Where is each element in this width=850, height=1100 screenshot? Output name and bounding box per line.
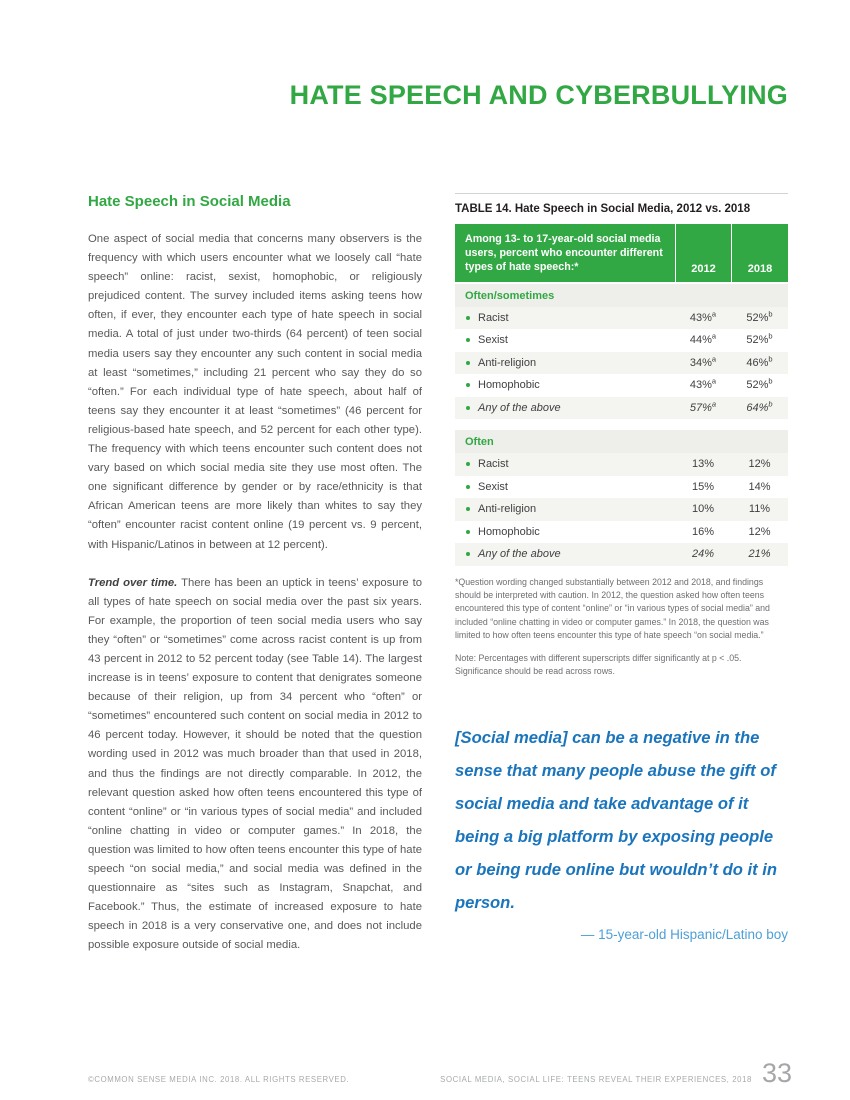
paragraph-1: One aspect of social media that concerns many observers is the frequency with which users encounter what we loosely call “hate speech” online: racist, sexist, homophobic, or religiously prejudiced content. The survey included items asking teens how often, if ever, they encounter each type of hate speech in social media. A total of just under two-thirds (64 percent) of teen social media users say they encounter any such content in social media at least “sometimes,” including 21 percent who say they do so “often.” For each individual type of hate speech, about half of teens say they encounter it at least “sometimes” (46 percent for religious-based hate speech, and 52 percent for each other type). The frequency with which teens encounter such content does not vary based on which social media site they use most often. The one significant difference by gender or by race/ethnicity is that African American teens are more likely than whites to say they “often” encounter racist content online (19 percent vs. 9 percent, with Hispanic/Latinos in between at 12 percent).: [88, 233, 422, 551]
footer-report-title: SOCIAL MEDIA, SOCIAL LIFE: TEENS REVEAL THEIR EXPERIENCES, 2018: [440, 1075, 752, 1084]
value-2018: 12%: [748, 458, 771, 471]
value-2018: 64%$^b$: [746, 399, 773, 414]
value-2012: 43%$^a$: [689, 376, 717, 392]
value-2012: 44%$^a$: [689, 331, 717, 347]
paragraph-2-lead: Trend over time.: [88, 576, 178, 589]
value-2012: 15%: [691, 480, 715, 493]
table-header-label: Among 13- to 17-year-old social media users, percent who encounter different types of hate speech:*: [465, 233, 663, 274]
page-footer: [88, 1058, 792, 1089]
row-label: Any of the above: [478, 401, 561, 414]
page-number: 33: [761, 1058, 792, 1088]
bullet-icon: [466, 406, 470, 410]
value-2012: 43%$^a$: [689, 309, 717, 324]
row-label: Any of the above: [478, 548, 561, 561]
row-label: Sexist: [478, 480, 508, 493]
footer-right-group: [440, 1058, 792, 1089]
quote-attribution: — 15-year-old Hispanic/Latino boy: [580, 926, 788, 942]
table-header-2018: 2018: [731, 224, 788, 282]
bullet-icon: [466, 552, 470, 556]
row-label: Homophobic: [478, 525, 540, 538]
row-label: Racist: [478, 458, 509, 471]
row-label: Anti-religion: [478, 503, 537, 516]
page-title: HATE SPEECH AND CYBERBULLYING: [289, 80, 788, 110]
value-2012: 10%: [691, 503, 715, 516]
value-2012: 13%: [691, 458, 715, 471]
table-row: [455, 397, 788, 420]
table-header-2012: 2012: [675, 224, 731, 282]
bullet-icon: [466, 485, 470, 489]
bullet-icon: [466, 507, 470, 511]
content-columns: [88, 193, 788, 974]
table-row: [455, 543, 788, 566]
value-2012: 34%$^a$: [689, 354, 717, 369]
table-section-often-sometimes: Often/sometimes: [455, 284, 788, 307]
table-row: [455, 521, 788, 544]
table-footnote-1: *Question wording changed substantially between 2012 and 2018, and findings should be interpreted with caution. In 2012, the question asked how often teens encountered this type of content “online” or “in various types of social media” and included “online chatting in video or computer games.” In 2018, the question was limited to how often teens encounter this type of hate speech “on social media.”: [455, 576, 770, 640]
section-heading: Hate Speech in Social Media: [88, 193, 291, 210]
value-2018: 14%: [748, 480, 771, 493]
bullet-icon: [466, 530, 470, 534]
value-2018: 46%$^b$: [746, 354, 773, 369]
section-gap: [455, 419, 788, 428]
table-row: [455, 329, 788, 352]
value-2018: 52%$^b$: [746, 309, 773, 324]
row-label: Sexist: [478, 334, 508, 347]
pull-quote: [Social media] can be a negative in the sense that many people abuse the gift of social media and take advantage of it being a big platform by exposing people or being rude online but wouldn’t do it in person.: [455, 727, 777, 912]
footer-copyright: ©COMMON SENSE MEDIA INC. 2018. ALL RIGHTS RESERVED.: [88, 1075, 350, 1084]
article-column: [88, 193, 422, 974]
row-label: Homophobic: [478, 379, 540, 392]
bullet-icon: [466, 316, 470, 320]
table-row: [455, 352, 788, 375]
table-14: [455, 193, 788, 679]
value-2018: 12%: [748, 525, 771, 538]
table-footnote-2: Note: Percentages with different superscripts differ significantly at p < .05. Significance should be read across rows.: [455, 653, 742, 677]
bullet-icon: [466, 462, 470, 466]
sidebar-column: [455, 193, 788, 974]
bullet-icon: [466, 338, 470, 342]
table-row: [455, 307, 788, 330]
value-2012: 24%: [691, 548, 715, 561]
table-row: [455, 498, 788, 521]
bullet-icon: [466, 361, 470, 365]
bullet-icon: [466, 383, 470, 387]
table-section-often: Often: [455, 430, 788, 453]
table-row: [455, 453, 788, 476]
value-2018: 52%$^b$: [746, 331, 773, 347]
value-2018: 11%: [748, 503, 771, 516]
paragraph-2: [88, 574, 422, 956]
table-header: [455, 224, 788, 282]
table-row: [455, 476, 788, 499]
value-2018: 52%$^b$: [746, 376, 773, 392]
value-2012: 16%: [691, 525, 715, 538]
row-label: Racist: [478, 311, 509, 324]
value-2012: 57%$^a$: [689, 399, 717, 414]
table-title: TABLE 14. Hate Speech in Social Media, 2012 vs. 2018: [455, 203, 751, 215]
paragraph-2-body: There has been an uptick in teens’ exposure to all types of hate speech on social media over the past six years. For example, the proportion of teen social media users who say they “often” or “sometimes” come across racist content is up from 43 percent in 2012 to 52 percent today (see Table 14). The largest increase is in teens’ exposure to content that denigrates someone because of their religion, up from 34 percent who “often” or “sometimes” encountered such content on social media in 2012 to 46 percent today. However, it should be noted that the question wording used in 2012 was much broader than that used in 2018, and thus the findings are not directly comparable. In 2012, the relevant question asked how often teens encountered this type of content “online” or “in various types of social media” and included “online chatting in video or computer games.” In 2018, the question was limited to how often teens encounter this type of hate speech “on social media,” and social media was defined in the questionnaire as “sites such as Instagram, Snapchat, and Facebook.” Thus, the estimate of increased exposure to hate speech in 2018 is a very conservative one, and does not include possible exposure outside of social media.: [88, 576, 422, 952]
table-row: [455, 374, 788, 397]
value-2018: 21%: [748, 548, 771, 561]
row-label: Anti-religion: [478, 356, 537, 369]
